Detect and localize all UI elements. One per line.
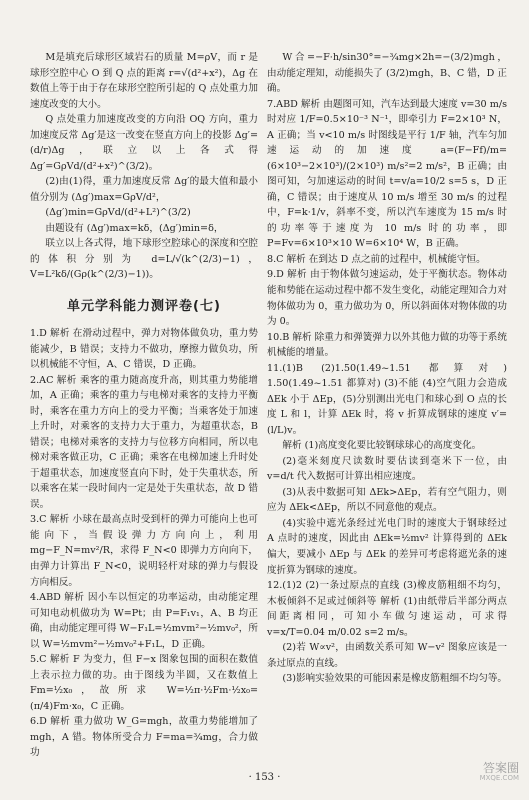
section-title: 单元学科能力测评卷(七) bbox=[67, 298, 221, 314]
right-column bbox=[267, 50, 507, 687]
answer-3: 3.C 解析 小球在最高点时受到杆的弹力可能向上也可能向下，当假设弹力方向向上，利用 mg−F_N=mv²/R，求得 F_N<0 即弹力方向向下，由弹力计算出 F_N<0，说明轻杆对球的弹力与假设方向相反。 bbox=[30, 514, 258, 588]
answer-9: 9.D 解析 由于物体做匀速运动，处于平衡状态。物体动能和势能在运动过程中都不发生变化，动能定理知合力对物体做功为 0，重力做功为 0，所以斜面体对物体做的功为 0。 bbox=[267, 269, 507, 328]
left-column bbox=[30, 50, 258, 761]
left-paragraph: Q 点处重力加速度改变的方向沿 OQ 方向，重力加速度反常 Δg′是这一改变在竖直方向上的投影 Δg′=(d/r)Δg，联立以上各式得 Δg′=GρVd/(d²+x²)^(3/2)。 bbox=[30, 114, 258, 172]
explanation: (2)毫米刻度尺读数时要估读到毫米下一位，由 v=d/t 代入数据可计算出相应速度。 bbox=[267, 455, 507, 483]
left-paragraph: 联立以上各式得，地下球形空腔球心的深度和空腔的体积分别为 d=L/√(k^(2/3)−1)，V=L²kδ/(Gρ(k^(2/3)−1))。 bbox=[30, 238, 258, 281]
explanation: (4)实验中遮光条经过光电门时的速度大于钢球经过 A 点时的速度，因此由 ΔEk=½mv² 计算得到的 ΔEk 偏大，要减小 ΔEp 与 ΔEk 的差异可考虑将遮光条的速度折算为钢球的速度。 bbox=[267, 517, 507, 576]
watermark-url: MXQE.COM bbox=[479, 774, 519, 783]
left-paragraph: M是填充后球形区域岩石的质量 M=ρV，而 r 是球形空腔中心 O 到 Q 点的距离 r=√(d²+x²)，Δg 在数值上等于由于存在球形空腔所引起的 Q 点处重力加速度改变的大小。 bbox=[30, 52, 258, 110]
left-paragraph: (Δg′)min=GρVd/(d²+L²)^(3/2) bbox=[45, 207, 191, 219]
explanation: 解析 (1)高度变化要比较钢球球心的高度变化。 bbox=[282, 440, 482, 452]
left-paragraph: 由题设有 (Δg′)max=kδ，(Δg′)min=δ， bbox=[45, 222, 224, 234]
answer-11: 11.(1)B (2)1.50(1.49~1.51 都算对) 1.50(1.49~1.51 都算对) (3)不能 (4)空气阻力会造成 ΔEk 小于 ΔEp，(5)分别测出光电门和球心到 O 点的长度 L 和 l，计算 ΔEk 时，将 v 折算成钢球的速度 v′=(l/L)v。 bbox=[267, 362, 507, 436]
explanation: (3)从表中数据可知 ΔEk>ΔEp，若有空气阻力，则应为 ΔEk<ΔEp，所以不同意他的观点。 bbox=[267, 486, 507, 514]
answer-7: 7.ABD 解析 由题图可知，汽车达到最大速度 v=30 m/s 时对应 1/F=0.5×10⁻³ N⁻¹，即牵引力 F=2×10³ N，A 正确；当 v<10 m/s 时图线是平行 1/F 轴，汽车匀加速运动的加速度 a=(F−Ff)/m=(6×10³−2×10³)/(2×10³) m/s²=2 m/s²，B 正确；由图可知，匀加速运动的时间 t=v/a=10/2 s=5 s，D 正确，C 错误；由于速度从 10 m/s 增至 30 m/s 的过程中，F=k·1/v，斜率不变，所以汽车速度为 15 m/s 时的功率等于速度为 10 m/s 时的功率，即 P=Fv=6×10³×10 W=6×10⁴ W，B 正确。 bbox=[267, 98, 507, 250]
watermark-text: 答案圈 bbox=[482, 761, 519, 775]
right-paragraph: W合=−F·h/sin30°=−¾mg×2h=−(3/2)mgh，由动能定理知，动能损失了 (3/2)mgh，B、C 错，D 正确。 bbox=[267, 52, 507, 95]
answer-1: 1.D 解析 在滑动过程中，弹力对物体做负功，重力势能减少，B 错误；支持力不做功，摩擦力做负功，所以机械能不守恒，A、C 错误，D 正确。 bbox=[30, 328, 258, 371]
explanation: (3)影响实验效果的可能因素是橡皮筋粗细不均匀等。 bbox=[282, 673, 508, 685]
answer-5: 5.C 解析 F 为变力，但 F−x 图象包围的面积在数值上表示拉力做的功。由于图线为半圆，又在数值上 Fm=½x₀，故所求 W=½π·½Fm·½x₀=(π/4)Fm·x₀，C 正确。 bbox=[30, 654, 258, 712]
answer-10: 10.B 解析 除重力和弹簧弹力以外其他力做的功等于系统机械能的增量。 bbox=[267, 331, 507, 359]
page-number: · 153 · bbox=[248, 772, 281, 783]
watermark-logo bbox=[480, 762, 519, 783]
answer-12: 12.(1)2 (2)一条过原点的直线 (3)橡皮筋粗细不均匀，木板倾斜不足或过倾斜等 解析 (1)由纸带后半部分两点间距离相同，可知小车做匀速运动，可求得 v=x/T=0.04 m/0.02 s=2 m/s。 bbox=[267, 580, 507, 638]
left-paragraph: (2)由(1)得，重力加速度反常 Δg′的最大值和最小值分别为 (Δg′)max=GρV/d²， bbox=[30, 176, 258, 203]
answer-2: 2.AC 解析 乘客的重力随高度升高，则其重力势能增加，A 正确；乘客的重力与电梯对乘客的支持力平衡时，乘客在重力方向上的受力平衡；当乘客处于加速上升时，对乘客的支持力大于重力，为超重状态，B 错误；电梯对乘客的支持力与位移方向相同，所以电梯对乘客做正功，C 正确；乘客在电梯加速上升时处于超重状态，加速度竖直向下时，处于失重状态，所以乘客在某一段时间内一定是处于失重状态，故 D 错误。 bbox=[30, 374, 258, 510]
answer-4: 4.ABD 解析 因小车以恒定的功率运动，由动能定理可知电动机做功为 W=Pt；由 P=F₁v₁，A、B 均正确，由动能定理可得 W−F₁L=½mvm²−½mv₀²，所以 W=½mvm²−½mv₀²+F₁L，D 正确。 bbox=[30, 592, 258, 650]
explanation: (2)若 W∝v²，由函数关系可知 W−v² 图象应该是一条过原点的直线。 bbox=[267, 642, 507, 669]
answer-8: 8.C 解析 在到达 D 点之前的过程中，机械能守恒。 bbox=[267, 253, 486, 265]
answer-6: 6.D 解析 重力做功 W_G=mgh，故重力势能增加了 mgh，A 错。物体所受合力 F=ma=¾mg，合力做功 bbox=[30, 716, 258, 759]
